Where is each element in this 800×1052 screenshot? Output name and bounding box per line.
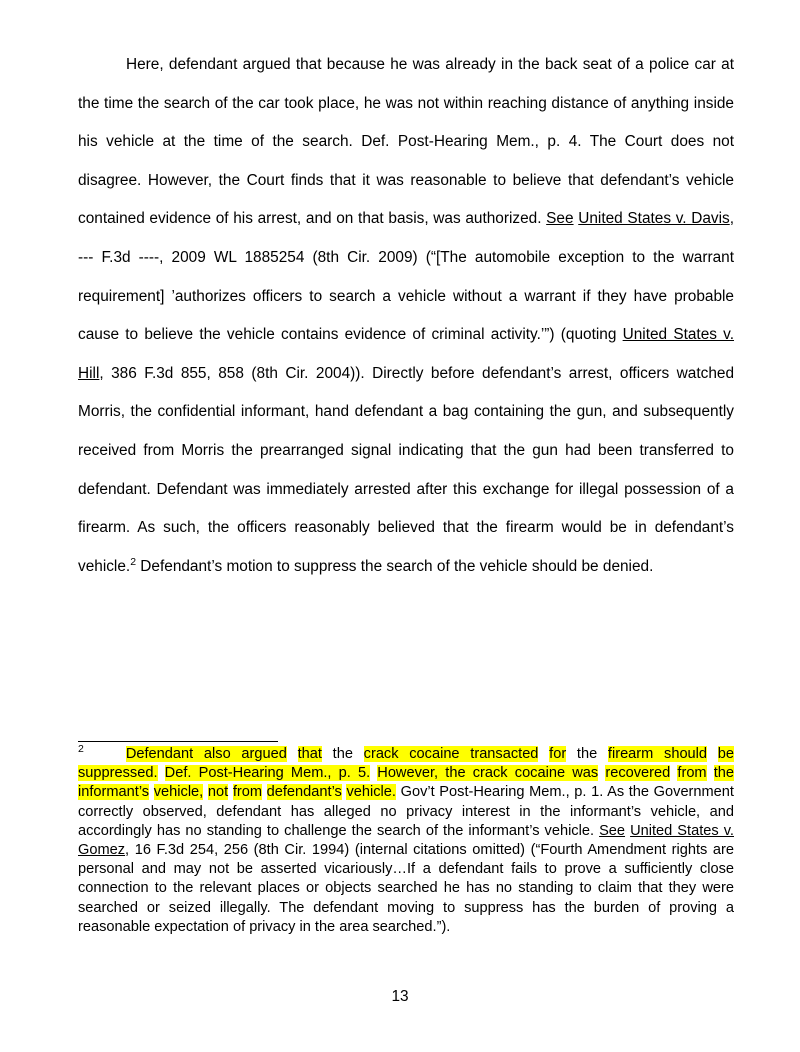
page-number: 13	[391, 988, 409, 1005]
case-citation-gomez: United States v. Gomez	[78, 822, 734, 859]
plain-text: the	[566, 746, 608, 762]
highlight-word: should	[664, 746, 708, 762]
highlight-word: cocaine	[409, 746, 460, 762]
plain-space	[707, 746, 718, 762]
highlight-word: for	[549, 746, 567, 762]
highlight-word: Def.	[164, 765, 192, 782]
footnote-separator-rule	[78, 741, 278, 742]
body-text-block	[78, 46, 734, 586]
case-citation-hill: United States v. Hill	[78, 326, 734, 382]
footnote-reference-2: 2	[130, 555, 137, 568]
highlight-space	[193, 746, 204, 762]
highlight-word: cocaine	[514, 765, 566, 782]
plain-text: the	[321, 746, 364, 762]
highlight-word: also	[203, 746, 231, 762]
highlight-word: that	[297, 746, 322, 762]
highlight-word: 5.	[357, 765, 371, 782]
highlight-word: informant’s	[78, 784, 150, 801]
plain-space	[262, 784, 267, 800]
footnote-text	[78, 745, 734, 937]
highlight-space	[231, 746, 242, 762]
body-sentence-4: Defendant’s motion to suppress the search of the vehicle should be denied.	[136, 557, 654, 575]
plain-space	[707, 765, 714, 781]
highlight-word: from	[677, 765, 707, 782]
footnote-rest-2: , 16 F.3d 254, 256 (8th Cir. 1994) (internal citations omitted) (“Fourth Amendment rights are personal and may not be asserted vicariously…If a defendant fails to prove a sufficiently close connection to the relevant places or objects searched he has no standing to claim that they were searched or seized illegally. The defendant moving to suppress has the burden of proving a reasonable expectation of privacy in the area searched.”).	[78, 842, 734, 935]
highlight-word: crack	[363, 746, 399, 762]
highlight-space	[351, 765, 358, 781]
highlight-word: transacted	[470, 746, 539, 762]
highlight-space	[508, 765, 515, 781]
signal-see-2: See	[599, 822, 626, 839]
highlight-space	[460, 746, 471, 762]
body-sentence-2: , --- F.3d ----, 2009 WL 1885254 (8th Cir. 2009) (“[The automobile exception to the warrant requirement] ’authorizes officers to search a vehicle without a warrant if they have probable cause to believe the vehicle contains evidence of criminal activity.’”) (quoting	[78, 210, 735, 344]
highlight-word: the	[445, 765, 466, 782]
signal-see-1: See	[546, 210, 574, 228]
body-paragraph	[78, 46, 734, 586]
footnote-rest-1: Gov’t Post-Hearing Mem., p. 1. As the Government correctly observed, defendant has alleged no privacy interest in the informant’s vehicle, and accordingly has no standing to challenge the search of the informant’s vehicle.	[78, 784, 734, 839]
highlight-space	[191, 765, 198, 781]
highlight-word: suppressed.	[78, 765, 158, 782]
highlight-word: Mem.,	[290, 765, 332, 782]
body-sentence-3: , 386 F.3d 855, 858 (8th Cir. 2004)). Directly before defendant’s arrest, officers watched Morris, the confidential informant, hand defendant a bag containing the gun, and subsequently received from Morris the prearranged signal indicating that the gun had been transferred to defendant. Defendant was immediately arrested after this exchange for illegal possession of a firearm. As such, the officers reasonably believed that the firearm would be in defendant’s vehicle.	[78, 364, 734, 575]
highlight-word: the	[713, 765, 735, 782]
highlight-word: crack	[472, 765, 508, 782]
highlight-space	[399, 746, 410, 762]
footnote-marker: 2	[78, 743, 84, 756]
highlight-word: vehicle.	[346, 784, 396, 801]
highlight-word: not	[207, 784, 229, 801]
highlight-word: defendant’s	[266, 784, 342, 801]
plain-space	[287, 746, 298, 762]
highlight-word: was	[572, 765, 599, 782]
highlight-word: However,	[377, 765, 439, 782]
highlight-word: from	[232, 784, 262, 801]
highlight-word: Defendant	[125, 746, 194, 762]
highlight-word: firearm	[607, 746, 654, 762]
highlight-space	[466, 765, 473, 781]
highlight-word: be	[717, 746, 734, 762]
highlight-word: vehicle,	[153, 784, 204, 801]
highlight-word: argued	[241, 746, 287, 762]
highlight-word: Post-Hearing	[198, 765, 284, 782]
highlight-space	[653, 746, 664, 762]
highlight-space	[284, 765, 291, 781]
case-citation-davis: United States v. Davis	[578, 210, 730, 228]
highlight-space	[331, 765, 338, 781]
plain-space	[538, 746, 549, 762]
footnote-block	[78, 745, 734, 937]
body-sentence-1: Here, defendant argued that because he was already in the back seat of a police car at the time the search of the car took place, he was not within reaching distance of anything inside his vehicle at the time of the search. Def. Post-Hearing Mem., p. 4. The Court does not disagree. However, the Court finds that it was reasonable to believe that defendant’s vehicle contained evidence of his arrest, and on that basis, was authorized.	[78, 56, 734, 228]
highlight-word: p.	[338, 765, 351, 782]
highlight-word: recovered	[605, 765, 671, 782]
plain-space	[158, 765, 165, 781]
